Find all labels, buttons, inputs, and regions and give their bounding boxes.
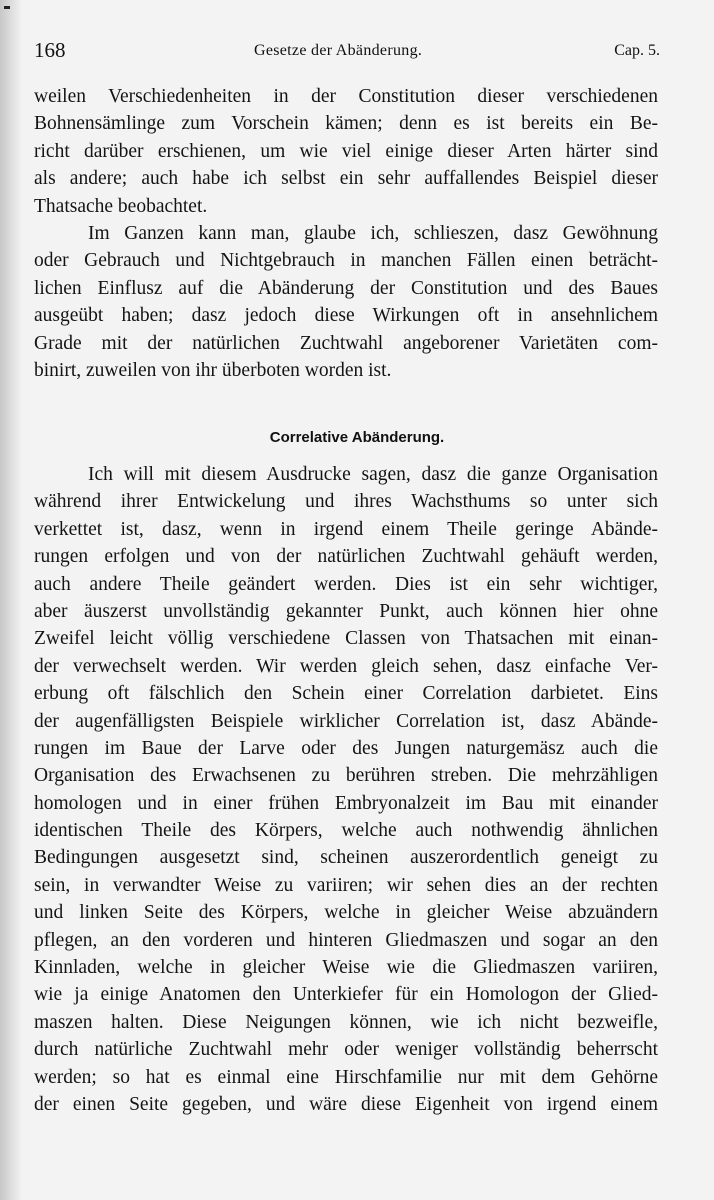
text-line: auch andere Theile geändert werden. Dies ist ein sehr wichtiger, [34, 573, 658, 595]
text-line: Kinnladen, welche in gleicher Weise wie die Gliedmaszen variiren, [34, 957, 658, 979]
text-line: binirt, zuweilen von ihr überboten worden ist. [34, 359, 392, 381]
chapter-label: Cap. 5. [614, 42, 660, 59]
text-line: rungen erfolgen und von der natürlichen Zuchtwahl gehäuft werden, [34, 546, 658, 568]
text-line: Im Ganzen kann man, glaube ich, schlieszen, dasz Gewöhnung [88, 223, 658, 244]
text-line: ausgeübt haben; dasz jedoch diese Wirkungen oft in ansehnlichem [34, 305, 658, 327]
text-line: der einen Seite gegeben, und wäre diese Eigenheit von irgend einem [34, 1093, 658, 1115]
text-line: Grade mit der natürlichen Zuchtwahl angeborener Varietäten com- [34, 332, 658, 354]
text-line: Bohnensämlinge zum Vorschein kämen; denn es ist bereits ein Be- [34, 113, 658, 135]
paragraph-1 [34, 83, 658, 220]
text-line: der augenfälligsten Beispiele wirklicher Correlation ist, dasz Abände- [34, 710, 658, 732]
text-line: und linken Seite des Körpers, welche in gleicher Weise abzuändern [34, 902, 658, 924]
text-line: pflegen, an den vorderen und hinteren Gliedmaszen und sogar an den [34, 929, 658, 951]
text-line: sein, in verwandter Weise zu variiren; wir sehen dies an der rechten [34, 874, 658, 896]
text-line: homologen und in einer frühen Embryonalzeit im Bau mit einander [34, 792, 658, 814]
text-line: Ich will mit diesem Ausdrucke sagen, dasz die ganze Organisation [88, 464, 658, 485]
text-line: als andere; auch habe ich selbst ein sehr auffallendes Beispiel dieser [34, 168, 658, 190]
text-line: maszen halten. Diese Neigungen können, wie ich nicht bezweifle, [34, 1011, 658, 1033]
text-line: Bedingungen ausgesetzt sind, scheinen auszerordentlich geneigt zu [34, 847, 658, 869]
running-title: Gesetze der Abänderung. [254, 42, 423, 59]
text-line: der verwechselt werden. Wir werden gleich sehen, dasz einfache Ver- [34, 655, 658, 677]
text-line: aber äuszerst unvollständig gekannter Punkt, auch können hier ohne [34, 600, 658, 622]
text-line: werden; so hat es einmal eine Hirschfamilie nur mit dem Gehörne [34, 1066, 658, 1088]
text-line: identischen Theile des Körpers, welche auch nothwendig ähnlichen [34, 820, 658, 842]
text-line: oder Gebrauch und Nichtgebrauch in manchen Fällen einen beträcht- [34, 250, 658, 272]
text-line: Organisation des Erwachsenen zu berühren streben. Die mehrzähligen [34, 765, 658, 787]
section-heading: Correlative Abänderung. [269, 429, 445, 446]
text-line: rungen im Baue der Larve oder des Jungen naturgemäsz auch die [34, 737, 658, 759]
text-line: durch natürliche Zuchtwahl mehr oder weniger vollständig beherrscht [34, 1039, 658, 1061]
corner-mark [4, 6, 10, 9]
text-line: weilen Verschiedenheiten in der Constitution dieser verschiedenen [34, 86, 658, 107]
text-line: wie ja einige Anatomen den Unterkiefer für ein Homologon der Glied- [34, 984, 658, 1006]
text-line: richt darüber erschienen, um wie viel einige dieser Arten härter sind [34, 140, 658, 162]
binding-shadow [0, 0, 22, 1200]
paragraph-3 [34, 461, 658, 1118]
paragraph-2 [34, 220, 658, 384]
page-number: 168 [34, 38, 66, 62]
text-line: erbung oft fälschlich den Schein einer Correlation darbietet. Eins [34, 683, 658, 705]
text-line: während ihrer Entwickelung und ihres Wachsthums so unter sich [34, 491, 658, 513]
running-head [34, 38, 660, 64]
text-line: Thatsache beobachtet. [34, 195, 208, 217]
text-line: verkettet ist, dasz, wenn in irgend einem Theile geringe Abände- [34, 518, 658, 540]
text-line: lichen Einflusz auf die Abänderung der Constitution und des Baues [34, 277, 658, 299]
text-line: Zweifel leicht völlig verschiedene Classen von Thatsachen mit einan- [34, 628, 658, 650]
